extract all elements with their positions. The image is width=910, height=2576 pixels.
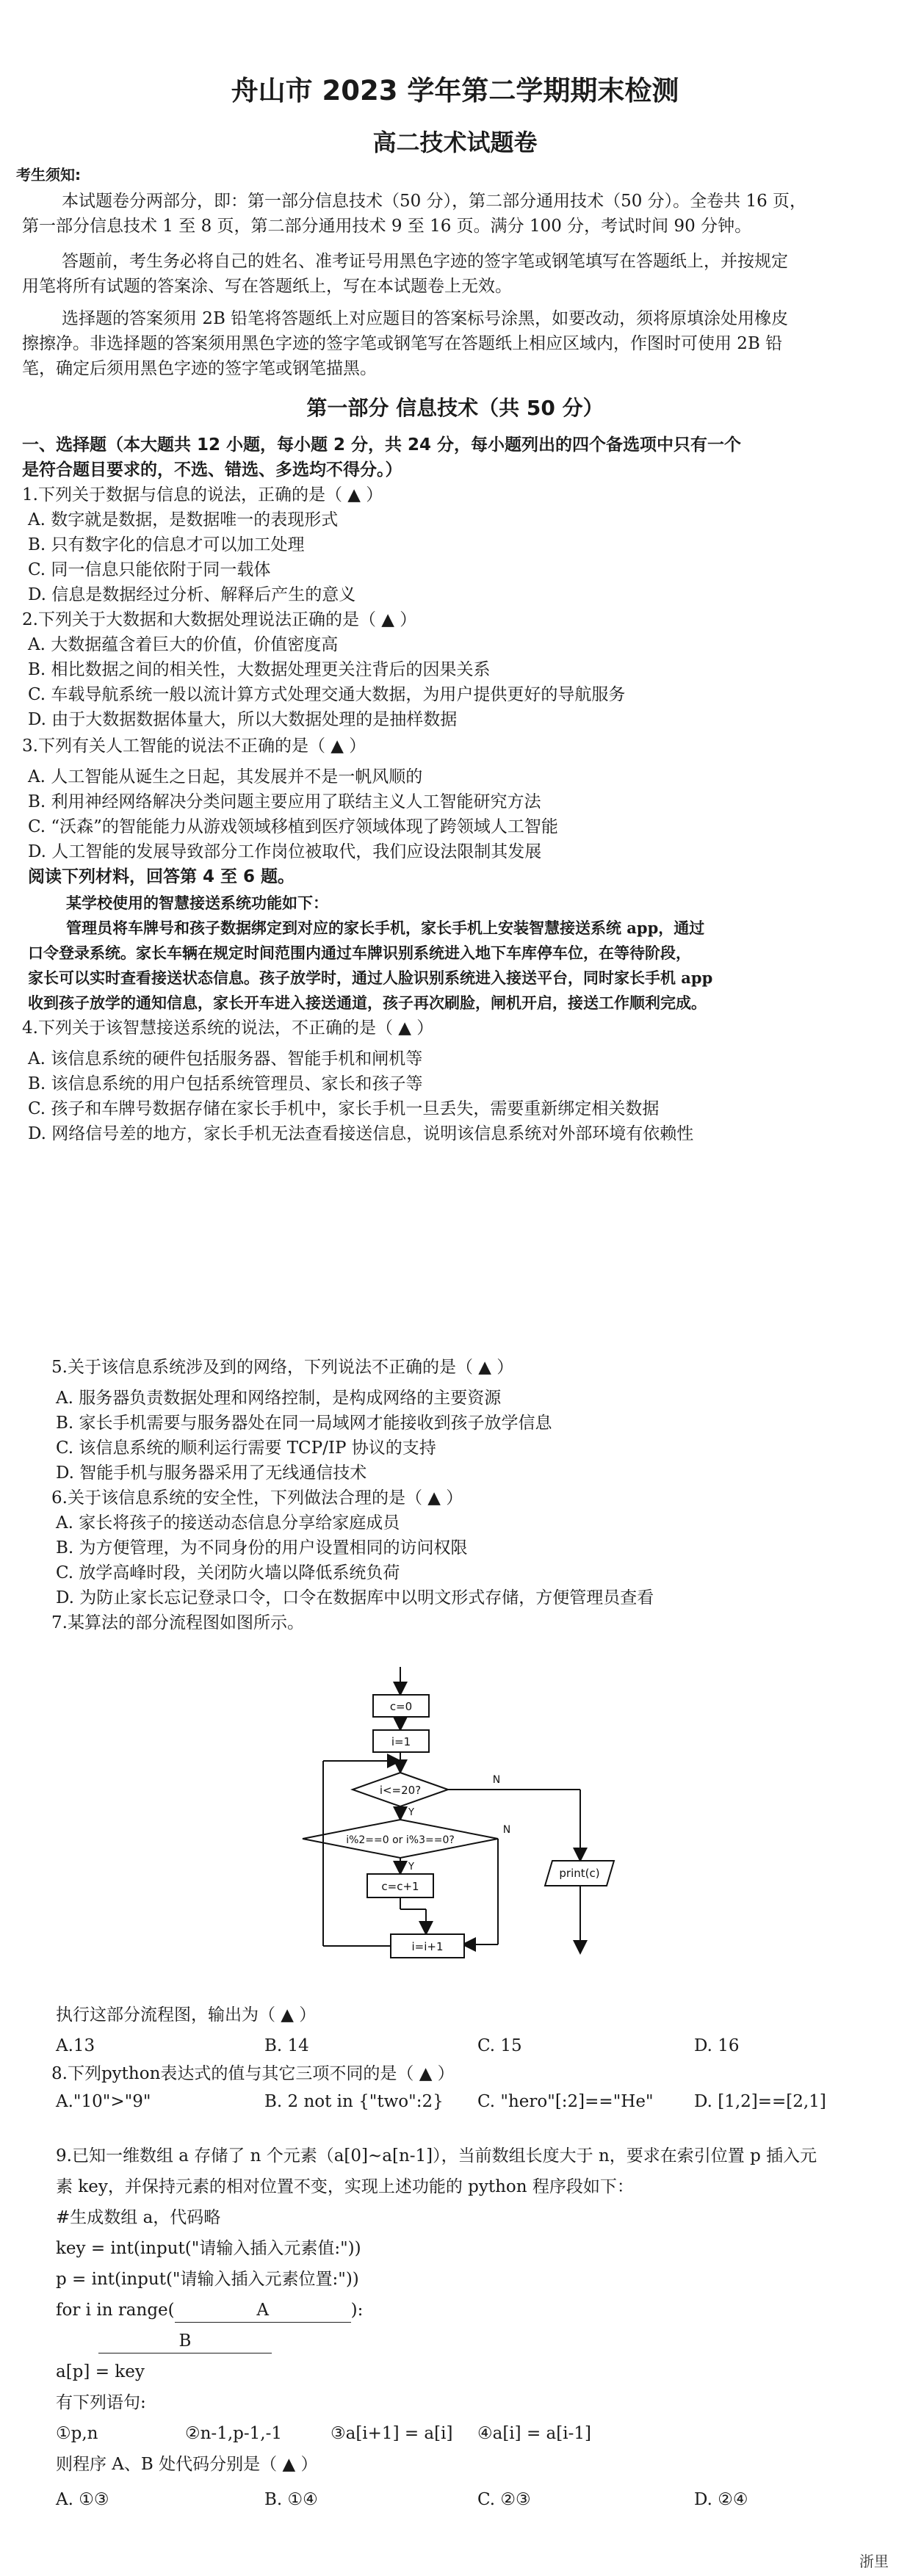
option: D. 网络信号差的地方，家长手机无法查看接送信息，说明该信息系统对外部环境有依赖性	[28, 1124, 694, 1143]
option: B. 为方便管理，为不同身份的用户设置相同的访问权限	[56, 1538, 468, 1557]
flow-text-mod: i%2==0 or i%3==0?	[346, 1834, 455, 1846]
option: C. "hero"[:2]=="He"	[477, 2092, 654, 2111]
question-stem: 2.下列关于大数据和大数据处理说法正确的是（ ▲ ）	[22, 610, 417, 629]
notice-line: 擦擦净。非选择题的答案须用黑色字迹的签字笔或钢笔写在答题纸上相应区域内，作图时可使用 2B 铅	[22, 334, 783, 353]
option: C. 15	[477, 2036, 522, 2055]
notice-line: 答题前，考生务必将自己的姓名、准考证号用黑色字迹的签字笔或钢笔填写在答题纸上，并按规定	[62, 252, 788, 271]
code-line: #生成数组 a，代码略	[56, 2208, 221, 2227]
question-stem: 8.下列python表达式的值与其它三项不同的是（ ▲ ）	[51, 2064, 455, 2083]
material-line: 管理员将车牌号和孩子数据绑定到对应的家长手机，家长手机上安装智慧接送系统 app，通过	[66, 919, 705, 937]
option: D. 由于大数据数据体量大，所以大数据处理的是抽样数据	[28, 710, 458, 729]
question-stem: 6.关于该信息系统的安全性，下列做法合理的是（ ▲ ）	[51, 1488, 463, 1508]
option: C. 孩子和车牌号数据存储在家长手机中，家长手机一旦丢失，需要重新绑定相关数据	[28, 1099, 660, 1118]
question-text: 执行这部分流程图，输出为（ ▲ ）	[56, 2005, 317, 2025]
question-stem: 3.下列有关人工智能的说法不正确的是（ ▲ ）	[22, 737, 366, 756]
option: D. 信息是数据经过分析、解释后产生的意义	[28, 585, 356, 604]
question-stem: 素 key，并保持元素的相对位置不变，实现上述功能的 python 程序段如下：	[56, 2177, 634, 2196]
option: D. 为防止家长忘记登录口令，口令在数据库中以明文形式存储，方便管理员查看	[56, 1588, 654, 1607]
page-title: 舟山市 2023 学年第二学期期末检测	[231, 75, 679, 106]
notice-line: 选择题的答案须用 2B 铅笔将答题纸上对应题目的答案标号涂黑，如要改动，须将原填涂处用橡皮	[62, 309, 789, 328]
option: A. 家长将孩子的接送动态信息分享给家庭成员	[56, 1513, 400, 1533]
code-line: p = int(input("请输入插入元素位置:"))	[56, 2270, 359, 2289]
notice-heading: 考生须知:	[16, 166, 81, 184]
code-line-for	[56, 2298, 363, 2323]
material-line: 家长可以实时查看接送状态信息。孩子放学时，通过人脸识别系统进入接送平台，同时家长手机 app	[28, 969, 713, 987]
option: B. 14	[264, 2036, 309, 2055]
flow-text-init-c: c=0	[389, 1700, 413, 1713]
statements-intro: 有下列语句:	[56, 2393, 146, 2412]
option: A. 该信息系统的硬件包括服务器、智能手机和闸机等	[28, 1049, 423, 1068]
question-stem: 7.某算法的部分流程图如图所示。	[51, 1613, 304, 1632]
blank-b: B	[98, 2329, 272, 2354]
code-for-suffix: ):	[350, 2301, 364, 2320]
option: C. 放学高峰时段，关闭防火墙以降低系统负荷	[56, 1563, 400, 1582]
option: C. 车载导航系统一般以流计算方式处理交通大数据，为用户提供更好的导航服务	[28, 685, 626, 704]
question-stem: 5.关于该信息系统涉及到的网络，下列说法不正确的是（ ▲ ）	[51, 1358, 514, 1377]
flow-text-inc-c: c=c+1	[381, 1880, 419, 1893]
reading-intro: 阅读下列材料，回答第 4 至 6 题。	[28, 867, 295, 886]
option: A. ①③	[56, 2490, 109, 2509]
code-for-prefix: for i in range(	[56, 2301, 175, 2320]
option: A. 数字就是数据，是数据唯一的表现形式	[28, 510, 339, 529]
question-stem: 9.已知一维数组 a 存储了 n 个元素（a[0]~a[n-1]），当前数组长度大于 n，要求在索引位置 p 插入元	[56, 2146, 817, 2166]
notice-line: 本试题卷分两部分，即：第一部分信息技术（50 分），第二部分通用技术（50 分）。全卷共 16 页，	[62, 192, 807, 211]
option: D. 智能手机与服务器采用了无线通信技术	[56, 1464, 367, 1483]
part-title: 第一部分 信息技术（共 50 分）	[306, 396, 604, 420]
option: D. [1,2]==[2,1]	[694, 2092, 826, 2111]
option: A.13	[56, 2036, 95, 2055]
option: C. “沃森”的智能能力从游戏领域移植到医疗领域体现了跨领域人工智能	[28, 817, 558, 836]
flowchart	[0, 1652, 910, 1961]
flow-label-yes: Y	[408, 1807, 414, 1818]
code-line-b	[98, 2329, 272, 2354]
option: D. ②④	[694, 2490, 748, 2509]
flow-label-yes: Y	[408, 1862, 414, 1873]
option: A. 服务器负责数据处理和网络控制，是构成网络的主要资源	[56, 1389, 502, 1408]
option: C. 同一信息只能依附于同一载体	[28, 560, 271, 579]
flow-label-no: N	[492, 1774, 501, 1786]
option: B. 该信息系统的用户包括系统管理员、家长和孩子等	[28, 1074, 423, 1093]
blank-a: A	[175, 2298, 351, 2323]
flow-text-inc-i: i=i+1	[411, 1940, 444, 1953]
question-stem: 1.下列关于数据与信息的说法，正确的是（ ▲ ）	[22, 485, 383, 504]
statement: ②n-1,p-1,-1	[185, 2424, 282, 2443]
option: D. 16	[694, 2036, 740, 2055]
statement: ①p,n	[56, 2424, 98, 2443]
option: B. 利用神经网络解决分类问题主要应用了联结主义人工智能研究方法	[28, 792, 541, 811]
flow-text-output: print(c)	[559, 1867, 600, 1880]
option: C. ②③	[477, 2490, 531, 2509]
question-stem: 4.下列关于该智慧接送系统的说法，不正确的是（ ▲ ）	[22, 1019, 434, 1038]
mc-intro: 是符合题目要求的，不选、错选、多选均不得分。）	[22, 460, 402, 480]
option: B. 2 not in {"two":2}	[264, 2092, 444, 2111]
code-line: a[p] = key	[56, 2362, 145, 2381]
footer-watermark: 浙里	[859, 2553, 889, 2570]
statement: ③a[i+1] = a[i]	[331, 2424, 453, 2443]
option: B. 只有数字化的信息才可以加工处理	[28, 535, 305, 554]
flow-label-no: N	[502, 1824, 511, 1836]
code-line: key = int(input("请输入插入元素值:"))	[56, 2239, 361, 2258]
option: B. ①④	[264, 2490, 318, 2509]
notice-line: 笔，确定后须用黑色字迹的签字笔或钢笔描黑。	[22, 359, 377, 378]
statement: ④a[i] = a[i-1]	[477, 2424, 591, 2443]
option: A. 人工智能从诞生之日起，其发展并不是一帆风顺的	[28, 767, 423, 786]
material-heading: 某学校使用的智慧接送系统功能如下：	[66, 894, 328, 912]
notice-line: 第一部分信息技术 1 至 8 页，第二部分通用技术 9 至 16 页。满分 100 分，考试时间 90 分钟。	[22, 217, 752, 236]
option: C. 该信息系统的顺利运行需要 TCP/IP 协议的支持	[56, 1439, 436, 1458]
question-text: 则程序 A、B 处代码分别是（ ▲ ）	[56, 2455, 318, 2474]
option: B. 家长手机需要与服务器处在同一局域网才能接收到孩子放学信息	[56, 1414, 552, 1433]
option: D. 人工智能的发展导致部分工作岗位被取代，我们应设法限制其发展	[28, 842, 542, 861]
flow-text-init-i: i=1	[391, 1735, 411, 1748]
option: A. 大数据蕴含着巨大的价值，价值密度高	[28, 635, 339, 654]
page-subtitle: 高二技术试题卷	[372, 129, 538, 156]
material-line: 口令登录系统。家长车辆在规定时间范围内通过车牌识别系统进入地下车库停车位，在等待阶段，	[28, 944, 691, 962]
option: B. 相比数据之间的相关性，大数据处理更关注背后的因果关系	[28, 660, 491, 679]
mc-intro: 一、选择题（本大题共 12 小题，每小题 2 分，共 24 分，每小题列出的四个备选项中只有一个	[22, 435, 742, 455]
material-line: 收到孩子放学的通知信息，家长开车进入接送通道，孩子再次刷脸，闸机开启，接送工作顺利完成。	[28, 994, 707, 1012]
option: A."10">"9"	[56, 2092, 151, 2111]
flow-text-loop: i<=20?	[379, 1784, 422, 1797]
notice-line: 用笔将所有试题的答案涂、写在答题纸上，写在本试题卷上无效。	[22, 277, 512, 296]
